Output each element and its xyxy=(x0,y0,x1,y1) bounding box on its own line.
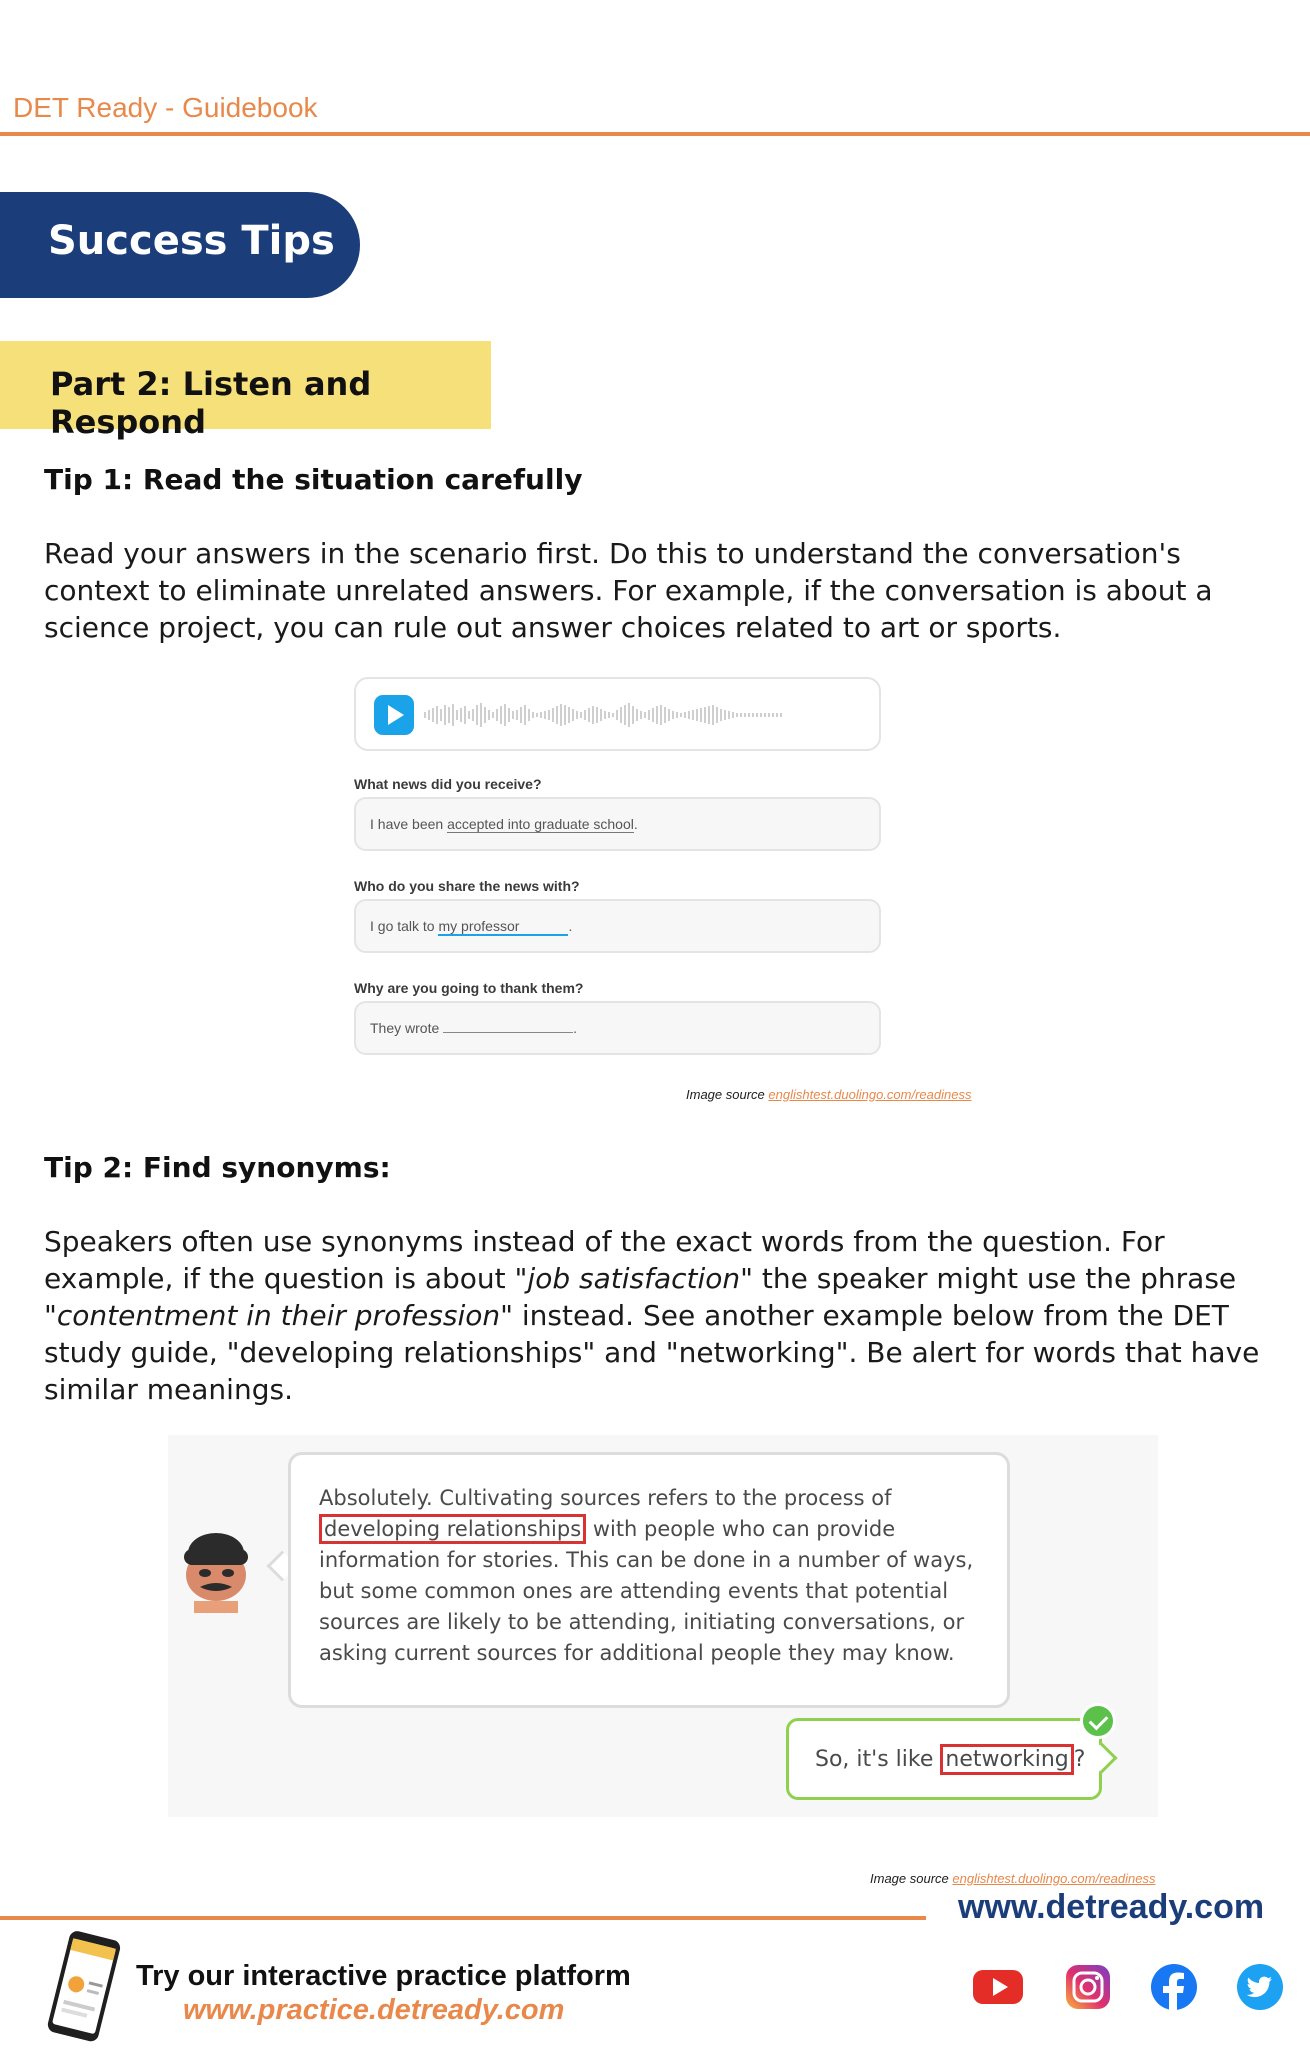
waveform-bar xyxy=(668,709,670,721)
image-source-link[interactable]: englishtest.duolingo.com/readiness xyxy=(768,1087,972,1102)
waveform-bar xyxy=(428,710,430,720)
banner-title: Success Tips xyxy=(48,218,335,264)
waveform-bar xyxy=(424,712,426,718)
answer-suffix: . xyxy=(633,816,638,832)
waveform-bar xyxy=(580,712,582,718)
image-source-label: Image source xyxy=(870,1871,949,1886)
waveform-bar xyxy=(772,713,774,717)
waveform-bar xyxy=(700,708,702,722)
waveform-bar xyxy=(492,712,494,718)
waveform-bar xyxy=(448,707,450,723)
tip2-body xyxy=(44,1223,1274,1408)
waveform-bar xyxy=(648,710,650,720)
waveform-bar xyxy=(720,709,722,721)
waveform-bar xyxy=(588,708,590,722)
waveform-bar xyxy=(688,711,690,719)
waveform-bar xyxy=(660,705,662,725)
waveform-bar xyxy=(632,706,634,724)
waveform-bar xyxy=(672,711,674,719)
waveform xyxy=(424,699,866,731)
header-divider xyxy=(0,132,1310,136)
waveform-bar xyxy=(652,708,654,722)
waveform-bar xyxy=(656,706,658,724)
waveform-bar xyxy=(644,712,646,718)
question-label: Why are you going to thank them? xyxy=(354,980,584,996)
question-label: Who do you share the news with? xyxy=(354,878,580,894)
waveform-bar xyxy=(640,711,642,719)
answer-value: my professor xyxy=(438,918,568,936)
tip2-text: " instead. See another example below from the DET study guide, "developing relationships" and "networking". Be alert for words that have similar meanings. xyxy=(44,1299,1260,1406)
answer-suffix: . xyxy=(573,1020,578,1036)
tip2-text: " the speaker might use the phrase " xyxy=(44,1262,1237,1332)
waveform-bar xyxy=(476,705,478,725)
waveform-bar xyxy=(756,713,758,717)
waveform-bar xyxy=(760,713,762,717)
waveform-bar xyxy=(736,713,738,717)
footer-cta: Try our interactive practice platform xyxy=(136,1960,631,1992)
waveform-bar xyxy=(520,707,522,723)
listen-respond-figure xyxy=(350,673,886,1073)
tip2-italic: job satisfaction xyxy=(527,1262,741,1295)
waveform-bar xyxy=(480,703,482,727)
waveform-bar xyxy=(496,709,498,721)
tip1-body: Read your answers in the scenario first. Do this to understand the conversation's context to eliminate unrelated answers. For example, if the conversation is about a science project, you can rule out answer choices related to art or sports. xyxy=(44,537,1213,644)
play-icon[interactable] xyxy=(374,695,414,735)
waveform-bar xyxy=(596,707,598,723)
waveform-bar xyxy=(592,706,594,724)
answer-prefix: They wrote xyxy=(370,1020,444,1036)
waveform-bar xyxy=(764,713,766,717)
waveform-bar xyxy=(540,712,542,718)
waveform-bar xyxy=(744,713,746,717)
tip2-italic: contentment in their profession xyxy=(56,1299,501,1332)
highlight-developing-relationships: developing relationships xyxy=(319,1514,586,1544)
waveform-bar xyxy=(712,705,714,725)
waveform-bar xyxy=(508,708,510,722)
answer-suffix: . xyxy=(568,918,573,934)
waveform-bar xyxy=(464,706,466,724)
phone-mockup-icon xyxy=(40,1928,126,2044)
waveform-bar xyxy=(752,713,754,717)
waveform-bar xyxy=(708,706,710,724)
waveform-bar xyxy=(544,711,546,719)
waveform-bar xyxy=(696,709,698,721)
tip1-heading: Tip 1: Read the situation carefully xyxy=(44,463,583,496)
practice-platform-link[interactable]: www.practice.detready.com xyxy=(183,1994,565,2026)
facebook-icon[interactable] xyxy=(1148,1962,1200,2012)
waveform-bar xyxy=(780,713,782,717)
answer-field[interactable] xyxy=(354,1001,881,1055)
waveform-bar xyxy=(512,711,514,719)
waveform-bar xyxy=(452,704,454,726)
waveform-bar xyxy=(680,713,682,717)
waveform-bar xyxy=(612,713,614,717)
reply-text: ? xyxy=(1073,1747,1086,1772)
guidebook-title: DET Ready - Guidebook xyxy=(13,92,318,123)
waveform-bar xyxy=(536,713,538,717)
bubble-text: with people who can provide information for stories. This can be done in a number of ways, but some common ones are attending events that potential sources are likely to be attending, initiating conversations, or asking current sources for additional people they may know. xyxy=(319,1517,974,1665)
waveform-bar xyxy=(628,703,630,727)
character-avatar-icon xyxy=(178,1523,254,1613)
waveform-bar xyxy=(468,711,470,719)
footer-divider xyxy=(0,1916,926,1920)
waveform-bar xyxy=(568,707,570,723)
bubble-text: Absolutely. Cultivating sources refers to the process of xyxy=(319,1486,892,1510)
waveform-bar xyxy=(676,712,678,718)
question-label: What news did you receive? xyxy=(354,776,542,792)
waveform-bar xyxy=(456,710,458,720)
waveform-bar xyxy=(440,709,442,721)
waveform-bar xyxy=(692,710,694,720)
waveform-bar xyxy=(560,704,562,726)
image-source-1 xyxy=(686,1087,971,1102)
waveform-bar xyxy=(504,704,506,726)
waveform-bar xyxy=(728,711,730,719)
part-label: Part 2: Listen and Respond xyxy=(50,365,372,441)
answer-field[interactable] xyxy=(354,899,881,953)
part-label-band xyxy=(0,341,491,441)
answer-value: accepted into graduate school xyxy=(447,816,634,832)
waveform-bar xyxy=(684,712,686,718)
waveform-bar xyxy=(584,710,586,720)
waveform-bar xyxy=(724,710,726,720)
waveform-bar xyxy=(732,712,734,718)
answer-blank xyxy=(443,1032,573,1033)
speaker-bubble xyxy=(288,1452,1010,1708)
waveform-bar xyxy=(432,708,434,722)
youtube-icon[interactable] xyxy=(972,1962,1024,2012)
waveform-bar xyxy=(564,705,566,725)
instagram-icon[interactable] xyxy=(1062,1962,1114,2012)
tip2-text: Speakers often use synonyms instead of the exact words from the question. For example, if the question is about " xyxy=(44,1225,1165,1295)
answer-prefix: I go talk to xyxy=(370,918,439,934)
audio-player[interactable] xyxy=(354,677,881,751)
success-tips-banner xyxy=(0,192,360,298)
footer-website-link[interactable]: www.detready.com xyxy=(958,1888,1265,1926)
waveform-bar xyxy=(704,707,706,723)
reply-text: So, it's like xyxy=(815,1747,941,1772)
twitter-icon[interactable] xyxy=(1234,1962,1286,2012)
answer-prefix: I have been xyxy=(370,816,448,832)
image-source-link[interactable]: englishtest.duolingo.com/readiness xyxy=(952,1871,1156,1886)
waveform-bar xyxy=(524,705,526,725)
waveform-bar xyxy=(460,708,462,722)
waveform-bar xyxy=(636,709,638,721)
waveform-bar xyxy=(528,709,530,721)
waveform-bar xyxy=(664,707,666,723)
waveform-bar xyxy=(716,707,718,723)
waveform-bar xyxy=(740,713,742,717)
reply-bubble[interactable] xyxy=(786,1718,1102,1800)
waveform-bar xyxy=(436,706,438,724)
tip2-heading: Tip 2: Find synonyms: xyxy=(44,1151,391,1184)
waveform-bar xyxy=(532,712,534,718)
waveform-bar xyxy=(548,710,550,720)
highlight-networking: networking xyxy=(940,1744,1073,1775)
waveform-bar xyxy=(748,713,750,717)
waveform-bar xyxy=(484,707,486,723)
image-source-2 xyxy=(870,1871,1155,1886)
waveform-bar xyxy=(600,709,602,721)
waveform-bar xyxy=(624,705,626,725)
waveform-bar xyxy=(516,710,518,720)
waveform-bar xyxy=(552,708,554,722)
waveform-bar xyxy=(616,710,618,720)
waveform-bar xyxy=(608,712,610,718)
waveform-bar xyxy=(576,711,578,719)
image-source-label: Image source xyxy=(686,1087,765,1102)
waveform-bar xyxy=(776,713,778,717)
waveform-bar xyxy=(444,705,446,725)
waveform-bar xyxy=(604,711,606,719)
waveform-bar xyxy=(572,709,574,721)
checkmark-icon xyxy=(1080,1703,1116,1739)
waveform-bar xyxy=(472,709,474,721)
answer-field[interactable] xyxy=(354,797,881,851)
waveform-bar xyxy=(620,707,622,723)
synonyms-figure xyxy=(168,1435,1158,1817)
waveform-bar xyxy=(488,710,490,720)
waveform-bar xyxy=(500,706,502,724)
waveform-bar xyxy=(768,713,770,717)
waveform-bar xyxy=(556,706,558,724)
